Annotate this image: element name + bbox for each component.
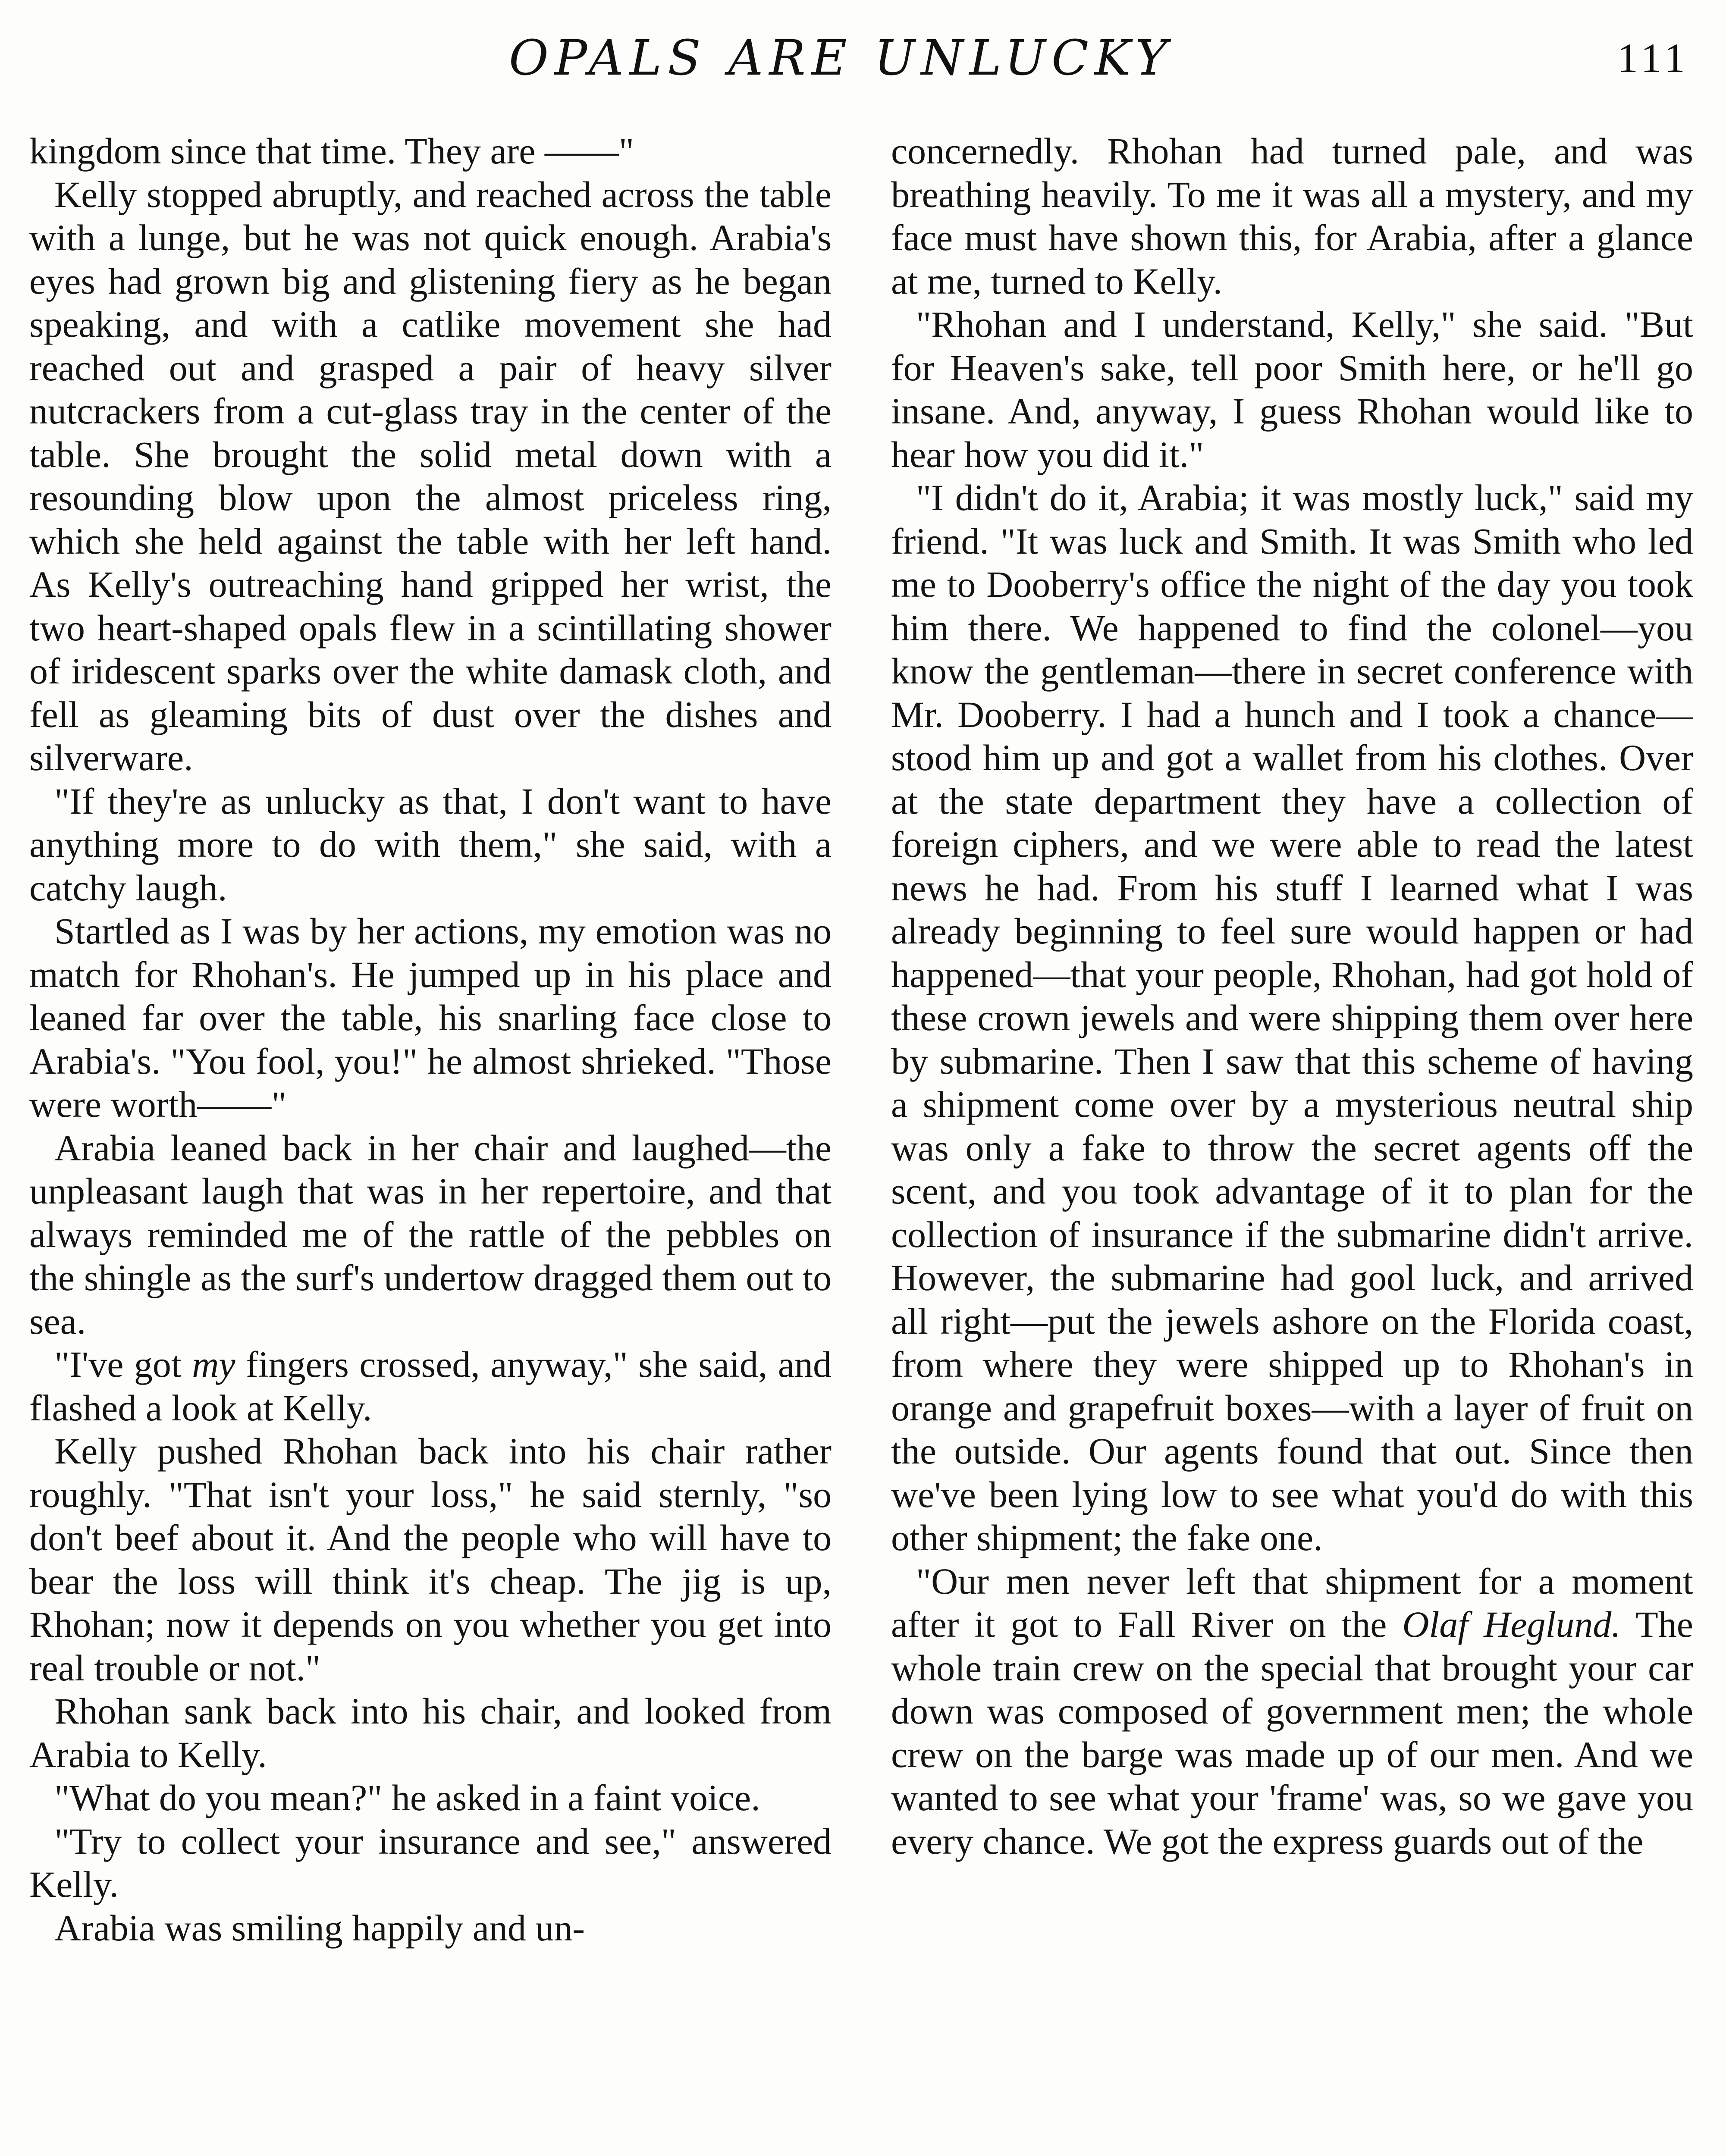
paragraph: "Try to collect your insurance and see," answered Kelly. xyxy=(29,1820,832,1905)
paragraph: concernedly. Rhohan had turned pale, and was breathing heavily. To me it was all a mystery, and my face must have shown this, for Arabia, after a glance at me, turned to Kelly. xyxy=(891,130,1693,302)
paragraph: Kelly stopped abruptly, and reached across the table with a lunge, but he was not quick enough. Arabia's eyes had grown big and glistening fiery as he began speaking, and with a catlike movement she had reached out and grasped a pair of heavy silver nutcrackers from a cut-glass tray in the center of the table. She brought the solid metal down with a resounding blow upon the almost priceless ring, which she held against the table with her left hand. As Kelly's outreaching hand gripped her wrist, the two heart-shaped opals flew in a scintillating shower of iridescent sparks over the white damask cloth, and fell as gleaming bits of dust over the dishes and silverware. xyxy=(29,173,832,778)
ship-name: Olaf Heglund. xyxy=(1402,1604,1621,1645)
page-number: 111 xyxy=(1617,35,1689,81)
paragraph: Rhohan sank back into his chair, and looked from Arabia to Kelly. xyxy=(29,1690,832,1775)
paragraph: kingdom since that time. They are ——" xyxy=(29,130,634,172)
paragraph: Kelly pushed Rhohan back into his chair rather roughly. "That isn't your loss," he said sternly, "so don't beef about it. And the people who will have to bear the loss will think it's cheap. The jig is up, Rhohan; now it depends on you whether you get into real trouble or not." xyxy=(29,1430,832,1689)
paragraph: "I didn't do it, Arabia; it was mostly luck," said my friend. "It was luck and Smith. It was Smith who led me to Dooberry's office the night of the day you took him there. We happened to find the colonel—you know the gentleman—there in secret conference with Mr. Dooberry. I had a hunch and I took a chance—stood him up and got a wallet from his clothes. Over at the state department they have a collection of foreign ciphers, and we were able to read the latest news he had. From his stuff I learned what I was already beginning to feel sure would happen or had happened—that your people, Rhohan, had got hold of these crown jewels and were shipping them over here by submarine. Then I saw that this scheme of having a shipment come over by a mysterious neutral ship was only a fake to throw the secret agents off the scent, and you took advantage of it to plan for the collection of insurance if the submarine didn't arrive. However, the submarine had gool luck, and arrived all right—put the jewels ashore on the Florida coast, from where they were shipped up to Rhohan's in orange and grapefruit boxes—with a layer of fruit on the outside. Our agents found that out. Since then we've been lying low to see what you'd do with this other shipment; the fake one. xyxy=(891,477,1693,1558)
right-column xyxy=(891,129,1693,2156)
paragraph-text: The whole train crew on the special that brought your car down was composed of government men; the whole crew on the barge was made up of our men. And we wanted to see what your 'frame' was, so we gave you every chance. We got the express guards out of the xyxy=(891,1604,1693,1862)
paragraph: Arabia leaned back in her chair and laughed—the unpleasant laugh that was in her repertoire, and that always reminded me of the rattle of the pebbles on the shingle as the surf's undertow dragged them out to sea. xyxy=(29,1127,832,1342)
paragraph-text: "I've got xyxy=(54,1344,192,1385)
paragraph-text: fingers crossed, anyway," she said, and flashed a look at Kelly. xyxy=(29,1344,832,1429)
left-column xyxy=(29,129,832,2156)
paragraph: Arabia was smiling happily and un- xyxy=(54,1907,585,1949)
paragraph: Startled as I was by her actions, my emotion was no match for Rhohan's. He jumped up in his place and leaned far over the table, his snarling face close to Arabia's. "You fool, you!" he almost shrieked. "Those were worth——" xyxy=(29,910,832,1125)
paragraph: "If they're as unlucky as that, I don't want to have anything more to do with them," she said, with a catchy laugh. xyxy=(29,780,832,909)
paragraph: "Rhohan and I understand, Kelly," she said. "But for Heaven's sake, tell poor Smith here, or he'll go insane. And, anyway, I guess Rhohan would like to hear how you did it." xyxy=(891,304,1693,475)
paragraph xyxy=(891,1560,1693,1863)
paragraph-text: "Our men never left that shipment for a moment after it got to Fall River on the xyxy=(891,1560,1693,1645)
emphasis-text: my xyxy=(192,1344,235,1385)
running-head xyxy=(0,30,1726,86)
paragraph: "What do you mean?" he asked in a faint voice. xyxy=(54,1777,760,1818)
paragraph xyxy=(29,1343,832,1429)
running-title: OPALS ARE UNLUCKY xyxy=(509,30,1174,86)
